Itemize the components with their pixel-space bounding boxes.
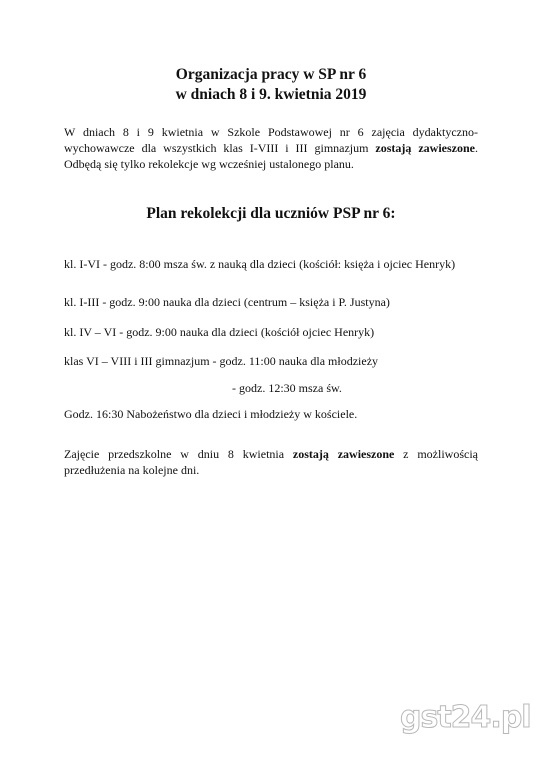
- plan-item-2: kl. I-III - godz. 9:00 nauka dla dzieci (centrum – księża i P. Justyna): [64, 295, 390, 309]
- plan-item-5: - godz. 12:30 msza św.: [232, 381, 342, 395]
- closing-text-1: Zajęcie przedszkolne w dniu 8 kwietnia: [64, 447, 293, 461]
- closing-bold: zostają zawieszone: [292, 447, 395, 461]
- document-title-line-2: w dniach 8 i 9. kwietnia 2019: [175, 86, 367, 103]
- plan-item-4: klas VI – VIII i III gimnazjum - godz. 11:00 nauka dla młodzieży: [64, 354, 379, 368]
- intro-paragraph: [64, 124, 478, 172]
- plan-title: Plan rekolekcji dla uczniów PSP nr 6:: [146, 205, 396, 222]
- closing-paragraph: [64, 446, 478, 478]
- intro-text-1: W dniach 8 i 9 kwietnia w Szkole Podstawowej nr 6 zajęcia dydaktyczno-wychowawcze dla wszystkich klas I-VIII i III gimnazjum: [64, 125, 478, 155]
- plan-item-6: Godz. 16:30 Nabożeństwo dla dzieci i młodzieży w kościele.: [64, 407, 358, 421]
- watermark-logo: gst24.pl: [400, 700, 531, 735]
- plan-item-3: kl. IV – VI - godz. 9:00 nauka dla dzieci (kościół ojciec Henryk): [64, 325, 375, 339]
- intro-bold: zostają zawieszone: [375, 141, 475, 155]
- closing-text-2: z możliwością przedłużenia na kolejne dni.: [64, 447, 478, 477]
- plan-item-1: kl. I-VI - godz. 8:00 msza św. z nauką dla dzieci (kościół: księża i ojciec Henryk): [64, 257, 456, 271]
- intro-text-2: . Odbędą się tylko rekolekcje wg wcześniej ustalonego planu.: [64, 141, 478, 171]
- document-title-line-1: Organizacja pracy w SP nr 6: [175, 66, 367, 83]
